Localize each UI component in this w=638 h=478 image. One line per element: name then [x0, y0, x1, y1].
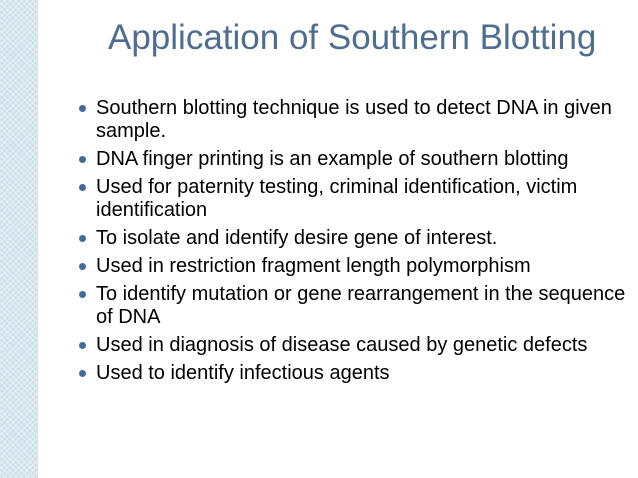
bullet-text: Used to identify infectious agents	[96, 362, 390, 384]
bullet-text: Used in restriction fragment length polymorphism	[96, 255, 531, 277]
bullet-dot-icon	[79, 156, 86, 163]
bullet-item	[76, 148, 631, 171]
bullet-dot-icon	[79, 263, 86, 270]
slide-title: Application of Southern Blotting	[108, 18, 597, 57]
bullet-item	[76, 334, 631, 357]
bullet-dot-icon	[79, 342, 86, 349]
bullet-text: To identify mutation or gene rearrangement in the sequence of DNA	[96, 283, 626, 328]
bullet-dot-icon	[79, 184, 86, 191]
bullet-dot-icon	[79, 235, 86, 242]
bullet-item	[76, 283, 631, 329]
bullet-item	[76, 255, 631, 278]
bullet-text: Southern blotting technique is used to detect DNA in given sample.	[96, 97, 612, 142]
bullet-dot-icon	[79, 105, 86, 112]
bullet-dot-icon	[79, 291, 86, 298]
bullet-item	[76, 176, 631, 222]
bullet-text: Used in diagnosis of disease caused by genetic defects	[96, 334, 588, 356]
bullet-text: To isolate and identify desire gene of interest.	[96, 227, 498, 249]
bullet-item	[76, 362, 631, 385]
bullet-item	[76, 227, 631, 250]
bullet-text: DNA finger printing is an example of southern blotting	[96, 148, 569, 170]
bullet-dot-icon	[79, 370, 86, 377]
bullet-text: Used for paternity testing, criminal identification, victim identification	[96, 176, 578, 221]
bullet-list	[76, 97, 631, 390]
bullet-item	[76, 97, 631, 143]
